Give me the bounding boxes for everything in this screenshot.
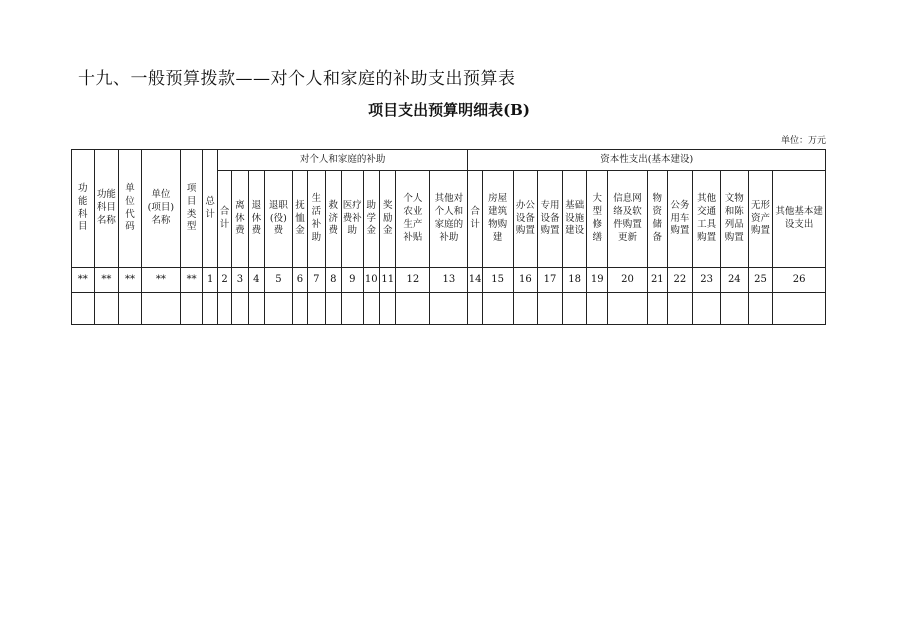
header-label: 功 能 科 目 (78, 182, 88, 233)
subheader-label: 奖 励 金 (382, 199, 393, 237)
number-cell: 9 (342, 268, 364, 293)
number-cell: 15 (482, 268, 513, 293)
number-cell: 2 (217, 268, 231, 293)
header-cell (203, 150, 217, 268)
number-cell: 23 (693, 268, 721, 293)
empty-cell (363, 293, 379, 325)
subheader-cell (325, 171, 341, 268)
subheader-cell (608, 171, 648, 268)
number-cell: 11 (380, 268, 396, 293)
header-cell (141, 150, 180, 268)
number-row (72, 268, 826, 293)
page-heading: 十九、一般预算拨款——对个人和家庭的补助支出预算表 (78, 69, 516, 89)
empty-cell (748, 293, 773, 325)
header-label: 项 目 类 型 (186, 182, 197, 233)
empty-cell (232, 293, 248, 325)
header-label: 功能 科目 名称 (96, 189, 116, 226)
subheader-cell (693, 171, 721, 268)
subheader-label: 退职 (役) 费 (268, 199, 288, 237)
subheader-label: 合 计 (219, 206, 230, 230)
number-cell: 26 (773, 268, 826, 293)
empty-cell (513, 293, 538, 325)
empty-cell (380, 293, 396, 325)
empty-cell (430, 293, 468, 325)
empty-cell (468, 293, 482, 325)
subheader-cell (562, 171, 587, 268)
number-cell: 3 (232, 268, 248, 293)
subheader-cell (773, 171, 826, 268)
subheader-cell (217, 171, 231, 268)
number-cell: 20 (608, 268, 648, 293)
empty-cell (693, 293, 721, 325)
number-cell: 22 (667, 268, 693, 293)
subheader-cell (720, 171, 748, 268)
subheader-cell (482, 171, 513, 268)
subheader-label: 物 资 储 备 (652, 193, 663, 243)
number-cell: 10 (363, 268, 379, 293)
subheader-cell (308, 171, 325, 268)
empty-cell (562, 293, 587, 325)
empty-cell (325, 293, 341, 325)
subheader-label: 办公 设备 购置 (515, 199, 535, 237)
number-cell: 6 (292, 268, 307, 293)
number-cell: ** (119, 268, 142, 293)
number-cell: 17 (538, 268, 563, 293)
empty-cell (720, 293, 748, 325)
header-label: 总 计 (205, 195, 215, 220)
empty-cell (667, 293, 693, 325)
number-cell: 12 (396, 268, 430, 293)
empty-cell (72, 293, 95, 325)
subheader-label: 个人 农业 生产 补贴 (403, 193, 423, 243)
subheader-label: 其他基本建 设支出 (775, 206, 823, 230)
number-cell: 16 (513, 268, 538, 293)
group-header-personal: 对个人和家庭的补助 (217, 150, 468, 171)
subheader-label: 大 型 修 缮 (592, 193, 602, 243)
empty-data-row (72, 293, 826, 325)
empty-cell (396, 293, 430, 325)
subheader-cell (430, 171, 468, 268)
number-cell: 1 (203, 268, 217, 293)
empty-cell (248, 293, 264, 325)
subheader-cell (232, 171, 248, 268)
unit-label: 单位：万元 (780, 136, 826, 146)
subheader-label: 公务 用车 购置 (670, 199, 690, 237)
subheader-label: 离 休 费 (235, 199, 245, 237)
empty-cell (203, 293, 217, 325)
subheader-label: 退 休 费 (251, 199, 262, 237)
header-cell (72, 150, 95, 268)
empty-cell (119, 293, 142, 325)
empty-cell (141, 293, 180, 325)
empty-cell (292, 293, 307, 325)
table-title: 项目支出预算明细表(B) (368, 101, 530, 119)
subheader-cell (380, 171, 396, 268)
subheader-cell (748, 171, 773, 268)
subheader-label: 房屋 建筑 物购 建 (488, 193, 508, 243)
subheader-cell (648, 171, 668, 268)
subheader-cell (513, 171, 538, 268)
number-cell: 13 (430, 268, 468, 293)
subheader-cell (538, 171, 563, 268)
subheader-cell (468, 171, 482, 268)
empty-cell (482, 293, 513, 325)
number-cell: ** (141, 268, 180, 293)
subheader-label: 无形 资产 购置 (750, 199, 770, 237)
subheader-cell (265, 171, 293, 268)
empty-cell (217, 293, 231, 325)
number-cell: 24 (720, 268, 748, 293)
subheader-label: 其他对 个人和 家庭的 补助 (434, 193, 464, 243)
subheader-label: 医疗 费补 助 (342, 199, 362, 237)
subheader-cell (587, 171, 608, 268)
subheader-label: 合 计 (470, 206, 480, 230)
subheader-cell (342, 171, 364, 268)
empty-cell (538, 293, 563, 325)
number-cell: 25 (748, 268, 773, 293)
header-label: 单位 (项目) 名称 (147, 189, 175, 226)
subheader-label: 基础 设施 建设 (565, 199, 585, 237)
subheader-label: 专用 设备 购置 (540, 199, 560, 237)
empty-cell (94, 293, 119, 325)
subheader-cell (292, 171, 307, 268)
subheader-label: 信息网 络及软 件购置 更新 (613, 193, 642, 243)
empty-cell (608, 293, 648, 325)
number-cell: ** (94, 268, 119, 293)
number-cell: ** (180, 268, 203, 293)
subheader-cell (248, 171, 264, 268)
number-cell: 19 (587, 268, 608, 293)
subheader-label: 助 学 金 (366, 199, 377, 237)
budget-table (71, 149, 826, 325)
group-header-capital: 资本性支出(基本建设) (468, 150, 826, 171)
number-cell: 5 (265, 268, 293, 293)
number-cell: 21 (648, 268, 668, 293)
subheader-label: 其他 交通 工具 购置 (697, 193, 717, 243)
number-cell: 7 (308, 268, 325, 293)
empty-cell (773, 293, 826, 325)
subheader-label: 救 济 费 (328, 199, 339, 237)
header-cell (119, 150, 142, 268)
empty-cell (648, 293, 668, 325)
empty-cell (342, 293, 364, 325)
subheader-cell (396, 171, 430, 268)
header-label: 单 位 代 码 (125, 182, 135, 233)
number-cell: 14 (468, 268, 482, 293)
subheader-label: 抚 恤 金 (295, 199, 305, 237)
group-header-row (72, 150, 826, 171)
header-cell (180, 150, 203, 268)
subheader-cell (667, 171, 693, 268)
empty-cell (265, 293, 293, 325)
subheader-label: 文物 和陈 列品 购置 (724, 193, 744, 243)
number-cell: ** (72, 268, 95, 293)
empty-cell (308, 293, 325, 325)
subheader-label: 生 活 补 助 (311, 193, 322, 243)
header-cell (94, 150, 119, 268)
number-cell: 18 (562, 268, 587, 293)
number-cell: 4 (248, 268, 264, 293)
number-cell: 8 (325, 268, 341, 293)
empty-cell (587, 293, 608, 325)
subheader-cell (363, 171, 379, 268)
empty-cell (180, 293, 203, 325)
